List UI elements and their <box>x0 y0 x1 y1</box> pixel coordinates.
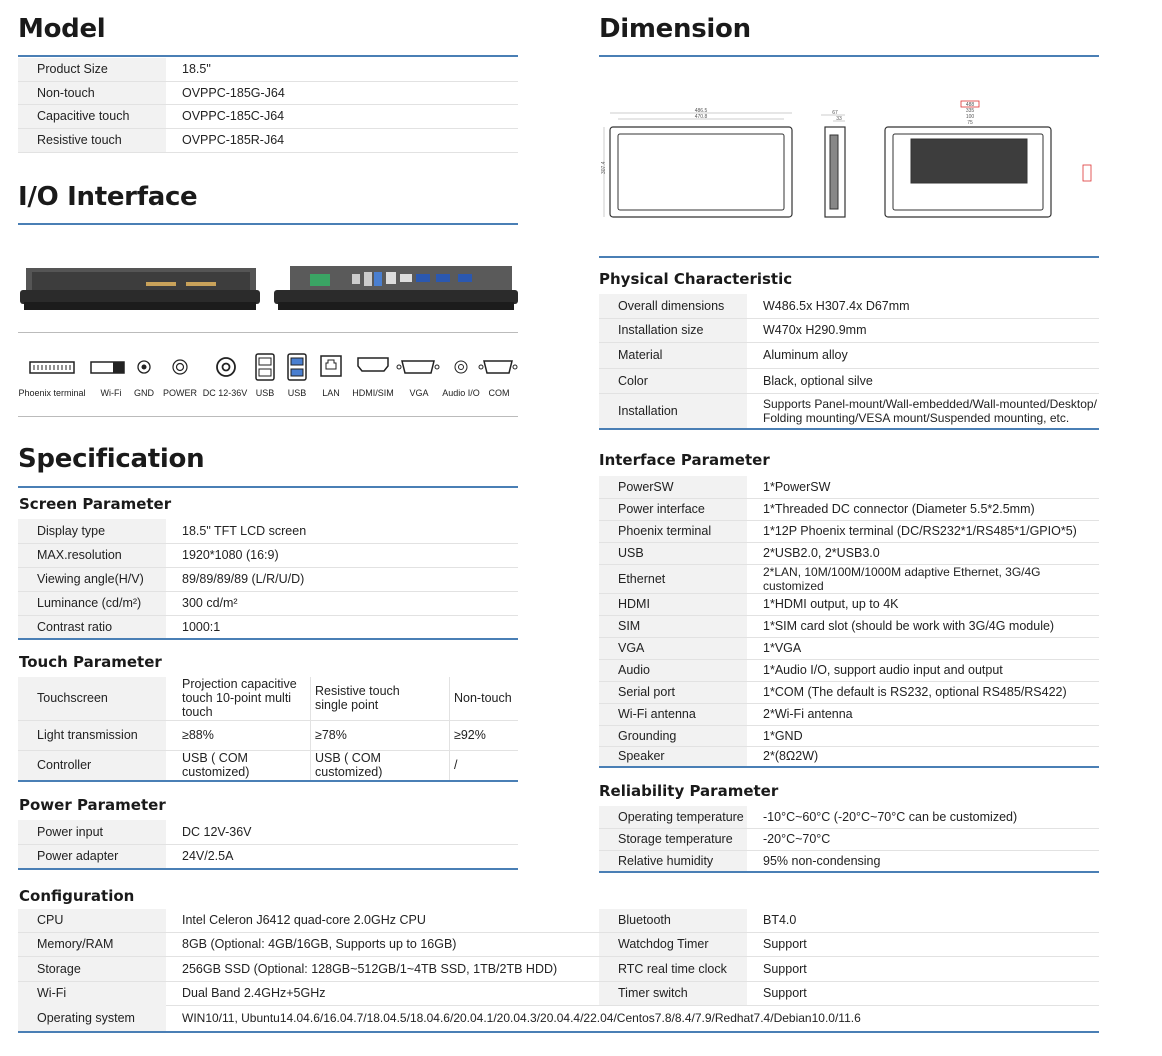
configuration-os-table <box>18 1005 1099 1033</box>
value-cell: 18.5" TFT LCD screen <box>166 519 518 543</box>
value-cell: Support <box>747 981 1099 1005</box>
port-caption: Phoenix terminal <box>18 388 86 398</box>
value-cell: 2*(8Ω2W) <box>747 746 1099 767</box>
label-cell: Bluetooth <box>599 909 747 932</box>
value-cell: ≥92% <box>450 720 519 750</box>
value-cell: ≥78% <box>311 720 450 750</box>
back-view-drawing <box>885 101 1091 217</box>
top-overall-label: 488 <box>965 102 975 108</box>
label-cell: Power adapter <box>18 844 166 869</box>
touch-parameter-heading: Touch Parameter <box>19 653 162 671</box>
label-cell: Wi-Fi <box>18 981 166 1005</box>
label-cell: Non-touch <box>18 81 166 104</box>
value-cell: Aluminum alloy <box>747 342 1099 368</box>
model-table <box>18 58 518 153</box>
value-cell: OVPPC-185R-J64 <box>166 128 518 152</box>
label-cell: Timer switch <box>599 981 747 1005</box>
width-install-label: 470.8 <box>694 114 708 120</box>
label-cell: Capacitive touch <box>18 104 166 128</box>
value-cell: 1*VGA <box>747 637 1099 659</box>
top-mount-label: 335 <box>965 108 975 114</box>
gnd-icon <box>138 361 150 373</box>
value-cell: 18.5" <box>166 58 518 81</box>
table-row <box>18 750 518 781</box>
value-cell: Resistive touch single point <box>311 677 450 720</box>
io-rule <box>18 223 518 225</box>
table-row <box>599 909 1099 932</box>
table-row <box>18 677 518 720</box>
table-row <box>599 520 1099 542</box>
value-cell: 300 cd/m² <box>166 591 518 615</box>
value-cell: BT4.0 <box>747 909 1099 932</box>
label-cell: Light transmission <box>18 720 166 750</box>
usb-3-icon <box>288 354 306 380</box>
io-device-photos <box>18 262 518 316</box>
device-port-view-image <box>274 266 518 310</box>
table-row <box>18 1005 1099 1032</box>
reliability-heading: Reliability Parameter <box>599 782 779 800</box>
table-row <box>599 393 1099 429</box>
power-parameter-heading: Power Parameter <box>19 796 166 814</box>
power-table <box>18 820 518 870</box>
table-row <box>599 593 1099 615</box>
table-row <box>599 681 1099 703</box>
com-icon <box>479 361 517 373</box>
table-row <box>18 58 518 81</box>
specification-heading: Specification <box>18 444 205 474</box>
hdmi-icon <box>358 358 388 371</box>
io-bottom-divider <box>18 416 518 417</box>
physical-table <box>599 294 1099 430</box>
value-cell: 1*COM (The default is RS232, optional RS485/RS422) <box>747 681 1099 703</box>
table-row <box>18 956 599 981</box>
table-row <box>18 909 599 932</box>
table-row <box>18 519 518 543</box>
table-row <box>599 542 1099 564</box>
label-cell: Operating system <box>18 1005 166 1032</box>
label-cell: VGA <box>599 637 747 659</box>
screen-table <box>18 519 518 640</box>
vesa-75-label: 75 <box>967 120 973 126</box>
value-cell: WIN10/11, Ubuntu14.04.6/16.04.7/18.04.5/18.04.6/20.04.1/20.04.3/20.04.4/22.04/Centos7.8/8.4/7.9/Redhat7.4/Debian10.0/11.6 <box>166 1005 1099 1032</box>
dimension-rule <box>599 55 1099 57</box>
label-cell: Contrast ratio <box>18 615 166 639</box>
port-caption: DC 12-36V <box>202 388 248 398</box>
table-row <box>599 294 1099 318</box>
value-cell: -10°C~60°C (-20°C~70°C can be customized) <box>747 806 1099 828</box>
width-overall-label: 486.5 <box>694 108 708 114</box>
label-cell: Speaker <box>599 746 747 767</box>
value-cell: -20°C~70°C <box>747 828 1099 850</box>
value-cell: USB ( COM customized) <box>311 750 450 781</box>
label-cell: Display type <box>18 519 166 543</box>
depth-overall-label: 67 <box>832 110 838 116</box>
label-cell: Storage <box>18 956 166 981</box>
label-cell: Serial port <box>599 681 747 703</box>
label-cell: CPU <box>18 909 166 932</box>
port-caption: COM <box>488 388 510 398</box>
value-cell: Black, optional silve <box>747 368 1099 393</box>
port-caption: HDMI/SIM <box>352 388 394 398</box>
value-cell: W470x H290.9mm <box>747 318 1099 342</box>
table-row <box>18 104 518 128</box>
value-cell: 1920*1080 (16:9) <box>166 543 518 567</box>
label-cell: Storage temperature <box>599 828 747 850</box>
configuration-heading: Configuration <box>19 887 135 905</box>
value-cell: Non-touch <box>450 677 519 720</box>
dimension-bottom-rule <box>599 256 1099 258</box>
value-cell: 95% non-condensing <box>747 850 1099 872</box>
value-cell: 1*12P Phoenix terminal (DC/RS232*1/RS485*1/GPIO*5) <box>747 520 1099 542</box>
table-row <box>599 615 1099 637</box>
label-cell: Ethernet <box>599 564 747 593</box>
reliability-table <box>599 806 1099 873</box>
height-overall-label: 307.4 <box>601 161 607 174</box>
model-rule <box>18 55 518 57</box>
table-row <box>599 659 1099 681</box>
value-cell: 1*SIM card slot (should be work with 3G/4G module) <box>747 615 1099 637</box>
label-cell: MAX.resolution <box>18 543 166 567</box>
table-row <box>18 981 599 1005</box>
table-row <box>599 725 1099 746</box>
value-cell: Supports Panel-mount/Wall-embedded/Wall-mounted/Desktop/ Folding mounting/VESA mount/Suspended mounting, etc. <box>747 393 1099 429</box>
physical-heading: Physical Characteristic <box>599 270 793 288</box>
table-row <box>599 498 1099 520</box>
value-cell: 24V/2.5A <box>166 844 518 869</box>
value-cell: 89/89/89/89 (L/R/U/D) <box>166 567 518 591</box>
table-row <box>599 806 1099 828</box>
value-cell: / <box>450 750 519 781</box>
interface-heading: Interface Parameter <box>599 451 770 469</box>
configuration-left-table <box>18 909 599 1006</box>
model-heading: Model <box>18 14 106 44</box>
value-cell: 2*Wi-Fi antenna <box>747 703 1099 725</box>
port-caption: USB <box>287 388 307 398</box>
value-cell: 1*Threaded DC connector (Diameter 5.5*2.5mm) <box>747 498 1099 520</box>
value-cell: 8GB (Optional: 4GB/16GB, Supports up to 16GB) <box>166 932 599 956</box>
value-cell: 1*HDMI output, up to 4K <box>747 593 1099 615</box>
value-cell: 1*PowerSW <box>747 476 1099 498</box>
io-heading: I/O Interface <box>18 182 198 212</box>
label-cell: SIM <box>599 615 747 637</box>
audio-icon <box>455 361 467 373</box>
value-cell: OVPPC-185C-J64 <box>166 104 518 128</box>
table-row <box>599 342 1099 368</box>
label-cell: HDMI <box>599 593 747 615</box>
table-row <box>18 567 518 591</box>
table-row <box>599 956 1099 981</box>
value-cell: USB ( COM customized) <box>166 750 311 781</box>
table-row <box>599 564 1099 593</box>
table-row <box>599 850 1099 872</box>
label-cell: USB <box>599 542 747 564</box>
table-row <box>599 637 1099 659</box>
value-cell: Intel Celeron J6412 quad-core 2.0GHz CPU <box>166 909 599 932</box>
table-row <box>18 128 518 152</box>
port-caption: GND <box>134 388 154 398</box>
value-cell: 2*LAN, 10M/100M/1000M adaptive Ethernet, 3G/4G customized <box>747 564 1099 593</box>
label-cell: Color <box>599 368 747 393</box>
value-cell: DC 12V-36V <box>166 820 518 844</box>
interface-table <box>599 476 1099 768</box>
value-cell: 256GB SSD (Optional: 128GB~512GB/1~4TB SSD, 1TB/2TB HDD) <box>166 956 599 981</box>
label-cell: Wi-Fi antenna <box>599 703 747 725</box>
table-row <box>18 844 518 869</box>
value-cell: 1*Audio I/O, support audio input and output <box>747 659 1099 681</box>
table-row <box>599 318 1099 342</box>
side-view-drawing <box>821 115 845 217</box>
dimension-drawing <box>599 95 1099 225</box>
value-cell: Support <box>747 956 1099 981</box>
value-cell: 1000:1 <box>166 615 518 639</box>
table-row <box>599 828 1099 850</box>
table-row <box>599 476 1099 498</box>
phoenix-terminal-icon <box>30 362 74 373</box>
value-cell: W486.5x H307.4x D67mm <box>747 294 1099 318</box>
depth-body-label: 33 <box>836 116 842 122</box>
table-row <box>18 543 518 567</box>
vga-icon <box>397 361 439 373</box>
port-caption: Audio I/O <box>442 388 480 398</box>
port-caption: POWER <box>162 388 197 398</box>
value-cell: 1*GND <box>747 725 1099 746</box>
table-row <box>18 81 518 104</box>
label-cell: Installation size <box>599 318 747 342</box>
label-cell: Memory/RAM <box>18 932 166 956</box>
touch-table <box>18 677 518 782</box>
front-view-drawing <box>604 113 792 217</box>
table-row <box>18 591 518 615</box>
table-row <box>599 932 1099 956</box>
label-cell: Audio <box>599 659 747 681</box>
label-cell: Phoenix terminal <box>599 520 747 542</box>
io-icons-row <box>18 352 518 382</box>
port-caption: VGA <box>409 388 429 398</box>
label-cell: Luminance (cd/m²) <box>18 591 166 615</box>
value-cell: Dual Band 2.4GHz+5GHz <box>166 981 599 1005</box>
label-cell: Product Size <box>18 58 166 81</box>
label-cell: RTC real time clock <box>599 956 747 981</box>
lan-icon <box>321 356 341 376</box>
table-row <box>18 615 518 639</box>
io-divider <box>18 332 518 333</box>
label-cell: Overall dimensions <box>599 294 747 318</box>
label-cell: Power interface <box>599 498 747 520</box>
dimension-heading: Dimension <box>599 14 751 44</box>
port-caption: USB <box>255 388 275 398</box>
value-cell: Support <box>747 932 1099 956</box>
table-row <box>599 368 1099 393</box>
vesa-100-label: 100 <box>965 114 975 120</box>
table-row <box>18 932 599 956</box>
label-cell: Watchdog Timer <box>599 932 747 956</box>
value-cell: 2*USB2.0, 2*USB3.0 <box>747 542 1099 564</box>
usb-2-icon <box>256 354 274 380</box>
screen-parameter-heading: Screen Parameter <box>19 495 172 513</box>
specification-rule <box>18 486 518 488</box>
port-caption: LAN <box>322 388 340 398</box>
dc-power-icon <box>217 358 235 376</box>
label-cell: Controller <box>18 750 166 781</box>
table-row <box>599 703 1099 725</box>
label-cell: Resistive touch <box>18 128 166 152</box>
label-cell: Installation <box>599 393 747 429</box>
label-cell: Material <box>599 342 747 368</box>
power-icon <box>173 360 187 374</box>
value-cell: ≥88% <box>166 720 311 750</box>
wifi-antenna-icon <box>91 362 124 373</box>
label-cell: Operating temperature <box>599 806 747 828</box>
label-cell: Touchscreen <box>18 677 166 720</box>
label-cell: Relative humidity <box>599 850 747 872</box>
table-row <box>599 746 1099 767</box>
label-cell: Power input <box>18 820 166 844</box>
configuration-right-table <box>599 909 1099 1006</box>
label-cell: PowerSW <box>599 476 747 498</box>
value-cell: Projection capacitive touch 10-point multi touch <box>166 677 311 720</box>
label-cell: Viewing angle(H/V) <box>18 567 166 591</box>
device-side-view-image <box>20 268 260 310</box>
label-cell: Grounding <box>599 725 747 746</box>
port-caption: Wi-Fi <box>100 388 122 398</box>
table-row <box>18 820 518 844</box>
value-cell: OVPPC-185G-J64 <box>166 81 518 104</box>
table-row <box>18 720 518 750</box>
table-row <box>599 981 1099 1005</box>
